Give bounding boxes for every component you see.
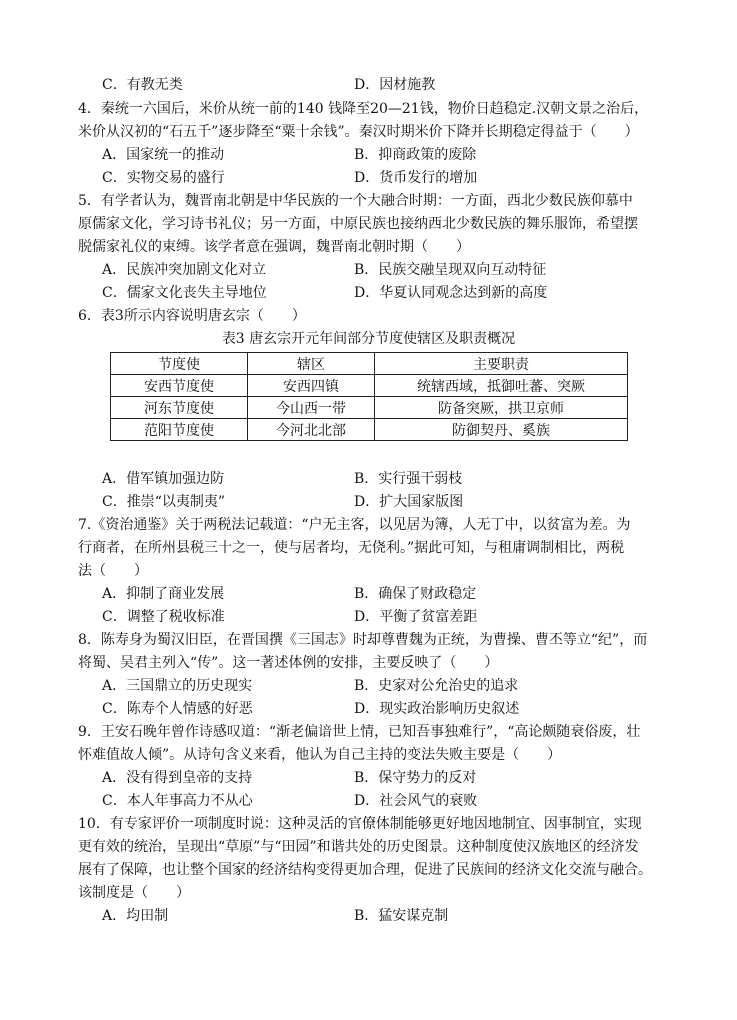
q9-option-b: B．保守势力的反对 [354,770,477,786]
table-header-cell: 主要职责 [375,353,628,375]
q5-stem-line-1: 5．有学者认为，魏晋南北朝是中华民族的一个大融合时期：一方面，西北少数民族仰慕中 [78,193,633,209]
q5-stem-line-2: 原儒家文化，学习诗书礼仪；另一方面，中原民族也接纳西北少数民族的舞乐服饰，希望摆 [78,216,638,232]
table-cell: 今河北北部 [248,419,375,441]
table-cell: 防备突厥，拱卫京师 [375,397,628,419]
table-row [111,419,628,441]
q10-option-b: B．猛安谋克制 [354,908,449,924]
table-cell: 统辖西域，抵御吐蕃、突厥 [375,375,628,397]
q7-option-b: B．确保了财政稳定 [354,586,477,602]
q8-option-c: C．陈寿个人情感的好恶 [102,701,253,717]
q10-option-a: A．均田制 [102,908,169,924]
q10-stem-line-4: 该制度是（ ） [78,885,190,901]
q3-option-c: C．有教无类 [102,77,183,93]
q4-stem-line-2: 米价从汉初的“石五千”逐步降至“粟十余钱”。秦汉时期米价下降并长期稳定得益于（ ） [78,124,639,140]
q8-option-a: A．三国鼎立的历史现实 [102,678,253,694]
q4-option-c: C．实物交易的盛行 [102,170,225,186]
q7-stem-line-2: 行商者，在所州县税三十之一，使与居者均，无侥利。”据此可知，与租庸调制相比，两税 [78,540,625,556]
table-header-cell: 节度使 [111,353,248,375]
q8-stem-line-1: 8．陈寿身为蜀汉旧臣，在晋国撰《三国志》时却尊曹魏为正统，为曹操、曹丕等立“纪”，而 [78,632,648,648]
table-row [111,375,628,397]
table-cell: 河东节度使 [111,397,248,419]
table-cell: 今山西一带 [248,397,375,419]
q5-option-b: B．民族交融呈现双向互动特征 [354,262,547,278]
q5-option-d: D．华夏认同观念达到新的高度 [354,285,548,301]
q5-option-c: C．儒家文化丧失主导地位 [102,285,267,301]
q7-option-a: A．抑制了商业发展 [102,586,225,602]
q6-option-c: C．推崇“以夷制夷” [102,494,226,510]
q8-option-b: B．史家对公允治史的追求 [354,678,519,694]
q8-option-d: D．现实政治影响历史叙述 [354,701,520,717]
q9-stem-line-2: 怀难值故人倾”。从诗句含义来看，他认为自己主持的变法失败主要是（ ） [78,747,562,763]
table-cell: 安西节度使 [111,375,248,397]
q9-option-d: D．社会风气的衰败 [354,793,478,809]
table-header-cell: 辖区 [248,353,375,375]
q7-stem-line-3: 法（ ） [78,563,148,579]
table-cell: 安西四镇 [248,375,375,397]
q8-stem-line-2: 将蜀、吴君主列入“传”。这一著述体例的安排，主要反映了（ ） [78,655,499,671]
table-row [111,397,628,419]
q3-option-d: D．因材施教 [354,77,436,93]
q6-option-a: A．借军镇加强边防 [102,471,225,487]
q7-stem-line-1: 7.《资治通鉴》关于两税法记载道：“户无主客，以见居为簿，人无丁中，以贫富为差。为 [78,517,631,533]
jiedushi-table [110,352,628,441]
q6-option-b: B．实行强干弱枝 [354,471,463,487]
table-caption: 表3 唐玄宗开元年间部分节度使辖区及职责概况 [221,331,516,347]
table-cell: 范阳节度使 [111,419,248,441]
q10-stem-line-2: 更有效的统治，呈现出“草原”与“田园”和谐共处的历史图景。这种制度使汉族地区的经济发 [78,839,639,855]
q7-option-d: D．平衡了贫富差距 [354,609,478,625]
q5-option-a: A．民族冲突加剧文化对立 [102,262,267,278]
table-cell: 防御契丹、奚族 [375,419,628,441]
q7-option-c: C．调整了税收标准 [102,609,225,625]
q4-option-d: D．货币发行的增加 [354,170,478,186]
q6-stem: 6．表3所示内容说明唐玄宗（ ） [78,308,306,324]
q10-stem-line-1: 10．有专家评价一项制度时说：这种灵活的官僚体制能够更好地因地制宜、因事制宜，实现 [78,816,642,832]
q10-stem-line-3: 展有了保障，也让整个国家的经济结构变得更加合理，促进了民族间的经济文化交流与融合。 [78,862,652,878]
q9-option-a: A．没有得到皇帝的支持 [102,770,253,786]
q6-option-d: D．扩大国家版图 [354,494,464,510]
q4-option-b: B．抑商政策的废除 [354,147,477,163]
q4-stem-line-1: 4．秦统一六国后，米价从统一前的140 钱降至20—21钱，物价日趋稳定.汉朝文景之治后， [78,101,649,117]
q5-stem-line-3: 脱儒家礼仪的束缚。该学者意在强调，魏晋南北朝时期（ ） [78,239,470,255]
q9-option-c: C．本人年事高力不从心 [102,793,253,809]
q4-option-a: A．国家统一的推动 [102,147,225,163]
q9-stem-line-1: 9．王安石晚年曾作诗感叹道：“渐老偏谙世上情，已知吾事独难行”，“高论颇随衰俗废，壮 [78,724,641,740]
table-header-row [111,353,628,375]
